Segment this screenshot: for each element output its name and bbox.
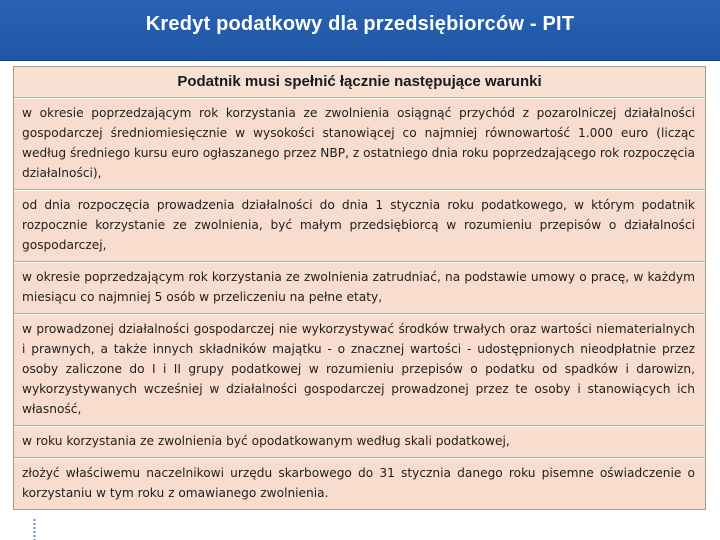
conditions-table (13, 66, 706, 510)
table-row-4: w prowadzonej działalności gospodarczej nie wykorzystywać środków trwałych oraz wartości niematerialnych i prawnych, a także innych składników majątku - o znacznej wartości - udostępnionych nieodpłatnie przez osoby zaliczone do I i II grupy podatkowej w rozumieniu przepisów o podatku od spadków i darowizn, wykorzystywanych wcześniej w działalności gospodarczej prowadzonej przez te osoby i stanowiących ich własność, (14, 314, 705, 426)
table-row-5: w roku korzystania ze zwolnienia być opodatkowanym według skali podatkowej, (14, 426, 705, 458)
table-row-2: od dnia rozpoczęcia prowadzenia działalności do dnia 1 stycznia roku podatkowego, w którym podatnik rozpocznie korzystanie ze zwolnienia, być małym przedsiębiorcą w rozumieniu przepisów o działalności gospodarczej, (14, 190, 705, 262)
slide-header (0, 0, 720, 60)
table-row-3: w okresie poprzedzającym rok korzystania ze zwolnienia zatrudniać, na podstawie umowy o pracę, w każdym miesiącu co najmniej 5 osób w przeliczeniu na pełne etaty, (14, 262, 705, 314)
table-header: Podatnik musi spełnić łącznie następujące warunki (14, 67, 705, 98)
decorative-dots (33, 518, 36, 540)
table-row-1: w okresie poprzedzającym rok korzystania ze zwolnienia osiągnąć przychód z pozarolniczej działalności gospodarczej średniomiesięcznie w wysokości stanowiącej co najmniej równowartość 1.000 euro (licząc według średniego kursu euro ogłaszanego przez NBP, z ostatniego dnia roku poprzedzającego rok rozpoczęcia działalności), (14, 98, 705, 190)
table-row-6: złożyć właściwemu naczelnikowi urzędu skarbowego do 31 stycznia danego roku pisemne oświadczenie o korzystaniu w tym roku z omawianego zwolnienia. (14, 458, 705, 509)
slide-title: Kredyt podatkowy dla przedsiębiorców - PIT (145, 13, 575, 35)
